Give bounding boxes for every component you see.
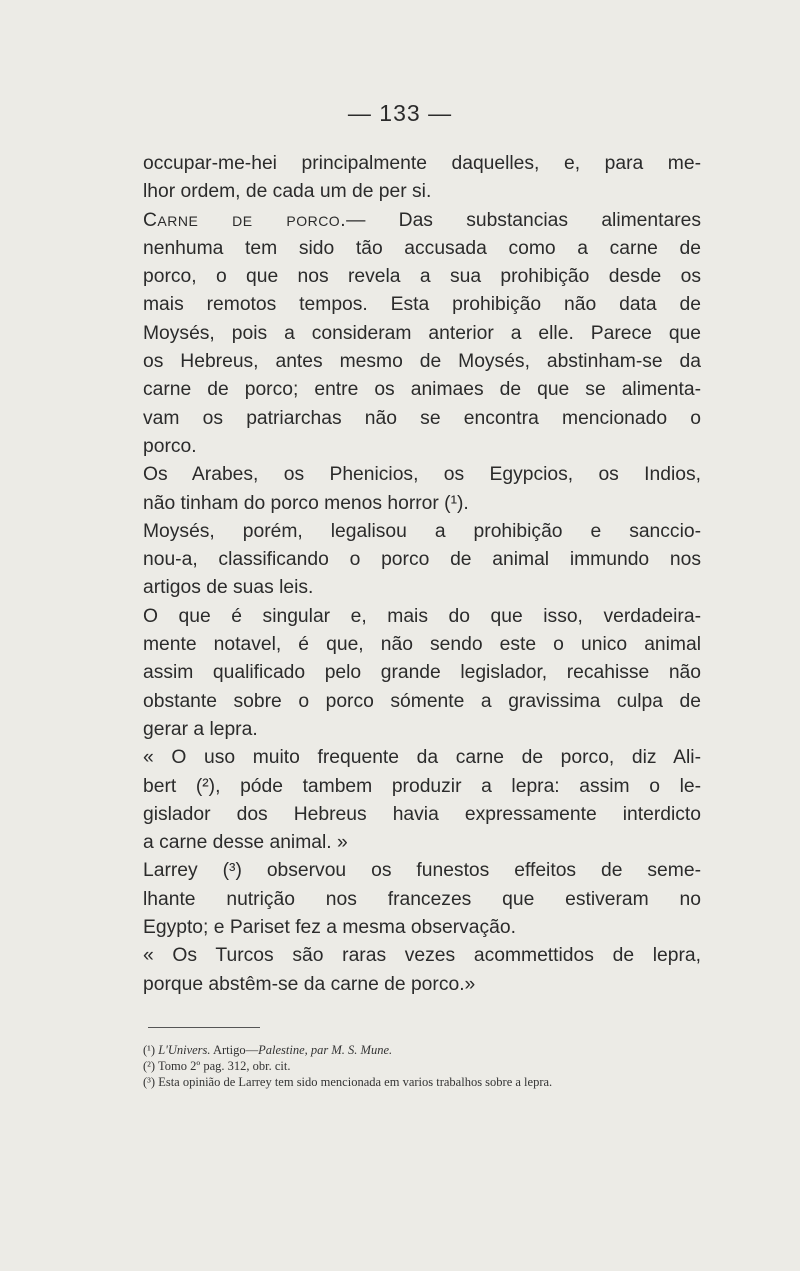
text-line: lhor ordem, de cada um de per si. — [143, 181, 432, 203]
text-line: porco. — [143, 435, 197, 457]
footnotes — [143, 1042, 703, 1090]
text-line: mente notavel, é que, não sendo este o unico animal — [143, 634, 701, 656]
text-line: vam os patriarchas não se encontra mencionado o — [143, 407, 701, 429]
text-line: « O uso muito frequente da carne de porco, diz Ali- — [143, 747, 701, 769]
footnote-text: Esta opinião de Larrey tem sido mencionada em varios trabalhos sobre a lepra. — [158, 1075, 553, 1089]
text-line: artigos de suas leis. — [143, 577, 314, 599]
section-heading: Carne de porco. — [143, 209, 347, 231]
text-line: lhante nutrição nos francezes que estiveram no — [143, 888, 701, 910]
text-line: Os Arabes, os Phenicios, os Egypcios, os Indios, — [143, 464, 701, 486]
footnote-1 — [143, 1042, 703, 1058]
text-line: Larrey (³) observou os funestos effeitos de seme- — [143, 860, 701, 882]
text-line: carne de porco; entre os animaes de que se alimenta- — [143, 379, 701, 401]
body-text — [143, 150, 701, 999]
text-line: gislador dos Hebreus havia expressamente interdicto — [143, 803, 701, 825]
text-line: occupar-me-hei principalmente daquelles, e, para me- — [143, 153, 701, 174]
text-line: nou-a, classificando o porco de animal immundo nos — [143, 549, 701, 571]
text-line: mais remotos tempos. Esta prohibição não data de — [143, 294, 701, 316]
text-run: — Das substancias alimentares — [346, 209, 701, 231]
text-line: os Hebreus, antes mesmo de Moysés, abstinham-se da — [143, 351, 701, 373]
page-number: — 133 — — [347, 100, 453, 126]
text-line: Moysés, pois a consideram anterior a elle. Parece que — [143, 322, 701, 344]
text-line — [143, 207, 701, 235]
footnote-3 — [143, 1074, 703, 1090]
footnote-mark: (¹) — [143, 1043, 156, 1057]
footnote-text: Artigo— — [212, 1043, 259, 1057]
text-line: a carne desse animal. » — [143, 832, 348, 854]
text-line: nenhuma tem sido tão accusada como a carne de — [143, 237, 701, 259]
footnote-2 — [143, 1058, 703, 1074]
text-line: bert (²), póde tambem produzir a lepra: assim o le- — [143, 775, 701, 797]
text-line: Moysés, porém, legalisou a prohibição e sanccio- — [143, 520, 701, 542]
text-line: assim qualificado pelo grande legislador, recahisse não — [143, 662, 701, 684]
text-line: Egypto; e Pariset fez a mesma observação. — [143, 917, 516, 939]
footnote-text: Tomo 2º pag. 312, obr. cit. — [157, 1059, 291, 1073]
footnote-title: Palestine, par M. S. Mune. — [258, 1043, 393, 1057]
footnote-source: L'Univers. — [158, 1043, 211, 1057]
text-line: O que é singular e, mais do que isso, verdadeira- — [143, 605, 701, 627]
text-line: porque abstêm-se da carne de porco.» — [143, 973, 476, 995]
text-line: porco, o que nos revela a sua prohibição desde os — [143, 266, 701, 288]
text-line: não tinham do porco menos horror (¹). — [143, 492, 469, 514]
text-line: « Os Turcos são raras vezes acommettidos de lepra, — [143, 945, 701, 967]
text-line: obstante sobre o porco sómente a gravissima culpa de — [143, 690, 701, 712]
footnote-mark: (²) — [143, 1059, 156, 1073]
text-line: gerar a lepra. — [143, 718, 258, 740]
footnote-divider — [148, 1027, 260, 1028]
footnote-mark: (³) — [143, 1075, 156, 1089]
